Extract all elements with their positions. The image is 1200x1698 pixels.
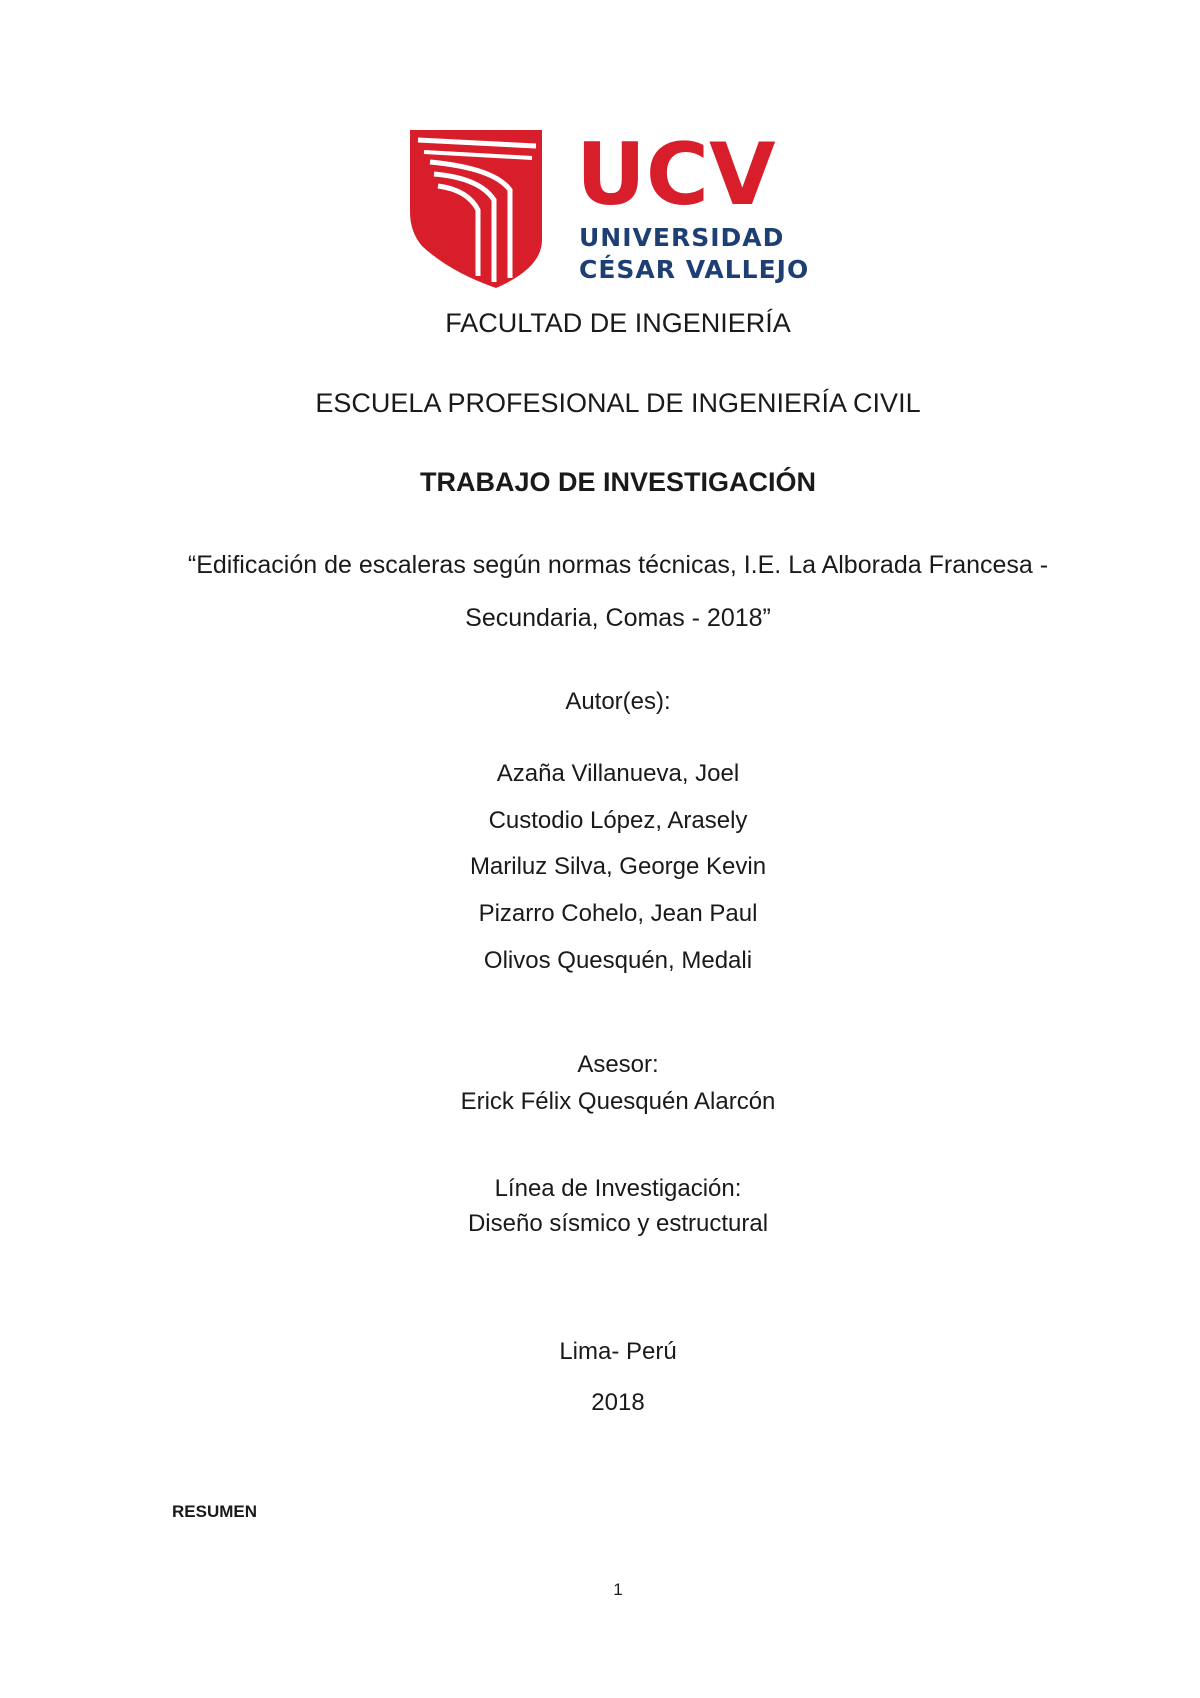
advisor-name: Erick Félix Quesquén Alarcón bbox=[460, 1088, 776, 1115]
author-name: Pizarro Cohelo, Jean Paul bbox=[478, 900, 758, 927]
university-logo bbox=[404, 128, 824, 288]
page-number: 1 bbox=[613, 1580, 623, 1599]
logo-name-line1: UNIVERSIDAD bbox=[579, 223, 785, 252]
school-heading: ESCUELA PROFESIONAL DE INGENIERÍA CIVIL bbox=[315, 388, 921, 418]
year: 2018 bbox=[591, 1389, 645, 1416]
faculty-heading: FACULTAD DE INGENIERÍA bbox=[445, 308, 791, 338]
document-type-heading: TRABAJO DE INVESTIGACIÓN bbox=[419, 467, 817, 497]
shield-emblem bbox=[410, 130, 542, 288]
logo-name-line2: CÉSAR VALLEJO bbox=[579, 255, 810, 284]
author-name: Mariluz Silva, George Kevin bbox=[469, 853, 767, 880]
author-name: Custodio López, Arasely bbox=[488, 807, 748, 834]
author-name: Olivos Quesquén, Medali bbox=[483, 947, 753, 974]
section-heading-resumen: RESUMEN bbox=[172, 1502, 258, 1521]
authors-label: Autor(es): bbox=[565, 688, 671, 715]
research-line-label: Línea de Investigación: bbox=[494, 1175, 742, 1202]
research-line-value: Diseño sísmico y estructural bbox=[467, 1210, 769, 1237]
logo-acronym: UCV bbox=[576, 128, 776, 225]
research-title-line2: Secundaria, Comas - 2018” bbox=[465, 604, 771, 632]
ucv-shield-logo bbox=[404, 128, 824, 288]
advisor-label: Asesor: bbox=[577, 1051, 659, 1078]
author-name: Azaña Villanueva, Joel bbox=[496, 760, 740, 787]
location: Lima- Perú bbox=[559, 1338, 677, 1365]
research-title-line1: “Edificación de escaleras según normas técnicas, I.E. La Alborada Francesa - bbox=[187, 551, 1049, 579]
